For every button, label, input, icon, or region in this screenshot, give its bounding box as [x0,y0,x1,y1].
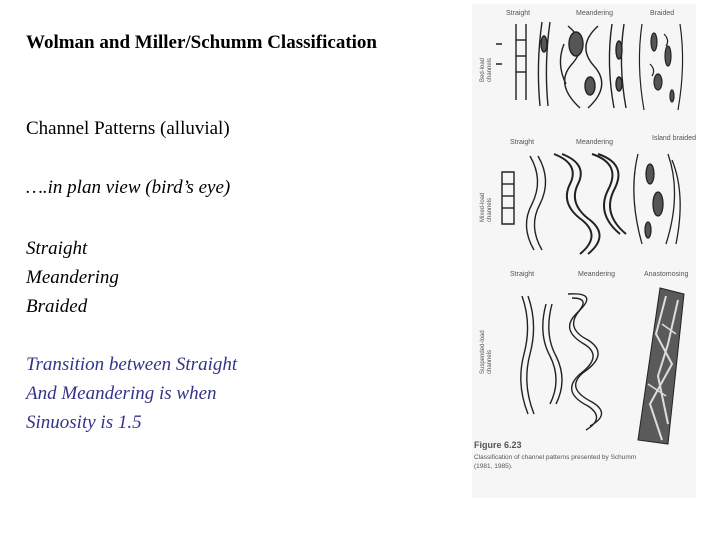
row3-col1-label: Straight [510,271,535,278]
transition-line-1: Transition between Straight [26,354,238,375]
row2-island-braided-channel [634,154,680,244]
row3-anastomosing-channel [638,288,684,444]
row2-col1-label: Straight [510,139,535,146]
pattern-list [26,234,119,321]
row2-col2-label: Meandering [576,139,613,146]
pattern-straight: Straight [26,238,88,259]
pattern-braided: Braided [26,296,88,317]
row3-side-label-2: channels [487,349,493,374]
transition-note [26,350,237,437]
row3-meandering-channel [568,294,602,430]
transition-line-3: Sinuosity is 1.5 [26,412,142,433]
plan-view-note: ….in plan view (bird’s eye) [26,177,231,198]
row2-meandering-channel [554,154,626,254]
slide-subtitle: Channel Patterns (alluvial) [26,118,230,139]
row1-straight-channel [496,22,550,106]
row1-col3-label: Braided [650,10,675,17]
row3-side-label-1: Suspended-load [480,330,486,374]
row2-straight-channel [502,156,546,250]
row2-side-label-2: channels [487,197,493,222]
row3-col2-label: Meandering [578,271,615,278]
row3-col3-label: Anastomosing [644,271,689,278]
row2-col3-label: Island braided [652,135,696,142]
figure-caption-line-1: Classification of channel patterns presented by Schumm [474,454,637,461]
row1-meandering-channel [560,24,626,108]
row1-side-label-2: channels [487,57,493,82]
slide-title: Wolman and Miller/Schumm Classification [26,32,377,53]
row1-side-label-1: Bed-load [480,57,486,82]
row1-col2-label: Meandering [576,10,613,17]
channel-pattern-figure [472,4,696,498]
row2-side-label-1: Mixed-load [480,192,486,222]
row1-braided-channel [639,24,682,110]
row3-straight-channel [521,296,562,414]
row1-col1-label: Straight [506,10,531,17]
transition-line-2: And Meandering is when [26,383,217,404]
figure-caption-title: Figure 6.23 [474,440,522,450]
pattern-meandering: Meandering [26,267,119,288]
figure-drawing [472,4,696,498]
figure-caption-line-2: (1981, 1985). [474,463,513,470]
